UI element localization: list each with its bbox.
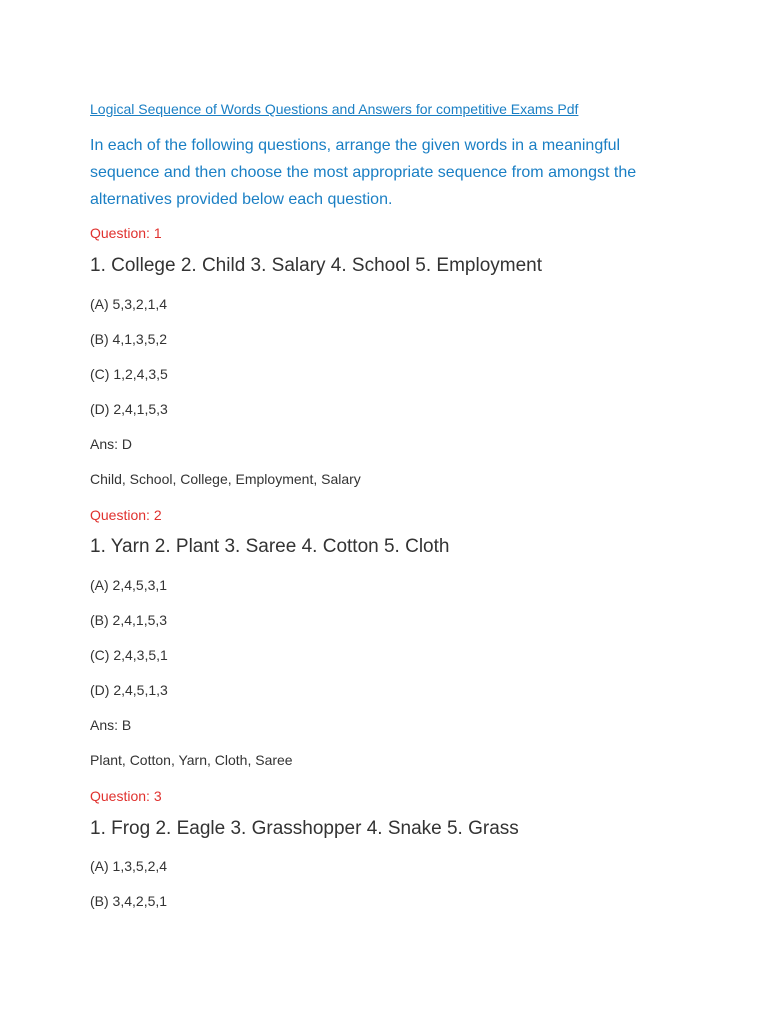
option-b: (B) 4,1,3,5,2 — [90, 331, 168, 347]
option-d: (D) 2,4,1,5,3 — [90, 401, 168, 417]
option-c: (C) 2,4,3,5,1 — [90, 647, 168, 663]
title-link[interactable]: Logical Sequence of Words Questions and Answers for competitive Exams Pdf — [90, 101, 579, 117]
question-label: Question: 3 — [90, 788, 162, 804]
explanation-text: Child, School, College, Employment, Salary — [90, 471, 361, 487]
question-label: Question: 2 — [90, 507, 162, 523]
option-c: (C) 1,2,4,3,5 — [90, 366, 168, 382]
question-text: 1. Yarn 2. Plant 3. Saree 4. Cotton 5. Cloth — [90, 536, 450, 557]
option-d: (D) 2,4,5,1,3 — [90, 682, 168, 698]
option-a: (A) 2,4,5,3,1 — [90, 577, 168, 593]
option-a: (A) 5,3,2,1,4 — [90, 296, 168, 312]
option-b: (B) 2,4,1,5,3 — [90, 612, 168, 628]
answer-text: Ans: B — [90, 717, 132, 733]
question-text: 1. College 2. Child 3. Salary 4. School 5. Employment — [90, 255, 543, 276]
option-a: (A) 1,3,5,2,4 — [90, 858, 168, 874]
question-text: 1. Frog 2. Eagle 3. Grasshopper 4. Snake 5. Grass — [90, 818, 519, 839]
intro-paragraph: In each of the following questions, arrange the given words in a meaningful sequence and then choose the most appropriate sequence from amongst the alternatives provided below each question. — [90, 137, 637, 208]
explanation-text: Plant, Cotton, Yarn, Cloth, Saree — [90, 752, 293, 768]
question-label: Question: 1 — [90, 225, 162, 241]
option-b: (B) 3,4,2,5,1 — [90, 893, 168, 909]
answer-text: Ans: D — [90, 436, 133, 452]
